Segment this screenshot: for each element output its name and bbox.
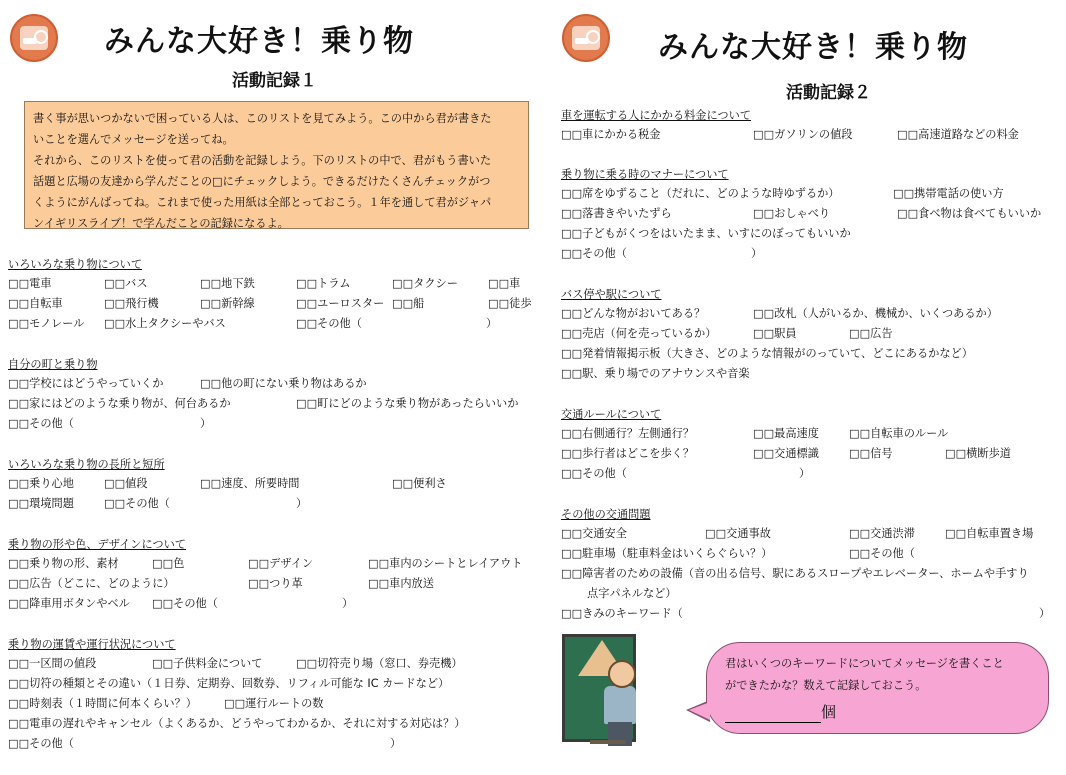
checklist-row (8, 574, 533, 594)
blank-close: ） (799, 467, 811, 480)
checklist-item[interactable]: □□乗り物の形、素材 (8, 557, 119, 570)
page-subtitle: 活動記録１ (232, 71, 317, 91)
checklist-item[interactable]: □□落書きやいたずら (561, 207, 672, 220)
blank-close: ） (1039, 607, 1051, 620)
checklist-item[interactable]: □□自転車置き場 (945, 527, 1034, 540)
count-unit: 個 (821, 703, 837, 721)
checklist-item[interactable]: □□障害者のための設備（音の出る信号、駅にあるスロープやエレベーター、ホームや手すり (561, 567, 1029, 580)
checklist-row (8, 594, 533, 614)
checklist-item[interactable]: □□携帯電話の使い方 (893, 187, 1004, 200)
checklist-item[interactable]: □□環境問題 (8, 497, 74, 510)
blank-close: ） (486, 317, 498, 330)
checklist-row (561, 344, 1066, 364)
checklist-item[interactable]: □□交通標識 (753, 447, 819, 460)
section-heading: 乗り物の形や色、デザインについて (8, 538, 186, 551)
checklist-row (561, 304, 1066, 324)
checklist-item[interactable]: □□広告 (849, 327, 893, 340)
checklist-item-continued: 点字パネルなど） (587, 587, 677, 600)
speech-bubble (706, 642, 1049, 734)
checklist-item[interactable]: □□モノレール (8, 317, 85, 330)
checklist-item[interactable]: □□一区間の値段 (8, 657, 97, 670)
checklist-row (561, 544, 1066, 564)
checklist-item[interactable]: □□電車 (8, 277, 52, 290)
blank-close: ） (296, 497, 308, 510)
checklist-item[interactable]: □□交通安全 (561, 527, 627, 540)
checklist-item[interactable]: □□他の町にない乗り物はあるか (200, 377, 367, 390)
section-fares (8, 636, 533, 754)
checklist-item[interactable]: □□速度、所要時間 (200, 477, 300, 490)
intro-line: いことを選んでメッセージを送ってね。 (33, 133, 234, 146)
section-heading: 乗り物に乗る時のマナーについて (561, 168, 729, 181)
checklist-item[interactable]: □□その他（ (561, 247, 627, 260)
section-heading: 交通ルールについて (561, 408, 662, 421)
checklist-item[interactable]: □□おしゃべり (753, 207, 831, 220)
section-heading: バス停や駅について (561, 288, 662, 301)
checklist-item[interactable]: □□自転車のルール (849, 427, 949, 440)
checklist-row (8, 374, 533, 394)
bubble-line: ができたかな？数えて記録しておこう。 (725, 679, 927, 692)
intro-line: 話題と広場の友達から学んだことの□にチェックしよう。できるだけたくさんチェックがつ (33, 175, 491, 188)
checklist-row (561, 324, 1066, 344)
section-design (8, 536, 533, 614)
checklist-row (8, 314, 533, 334)
checklist-row (8, 654, 533, 674)
checklist-item[interactable]: □□その他（ (8, 417, 74, 430)
section-traffic-rules (561, 406, 1066, 484)
checklist-item[interactable]: □□駐車場（駐車料金はいくらぐらい？） (561, 547, 773, 560)
checklist-item[interactable]: □□地下鉄 (200, 277, 255, 290)
board-stand (590, 740, 626, 744)
checklist-item[interactable]: □□信号 (849, 447, 893, 460)
checklist-row (8, 294, 533, 314)
checklist-row (561, 244, 1066, 264)
checklist-row (561, 204, 1066, 224)
section-heading: 自分の町と乗り物 (8, 358, 98, 371)
checklist-item[interactable]: □□運行ルートの数 (224, 697, 324, 710)
checklist-item[interactable]: □□バス (104, 277, 148, 290)
checklist-item[interactable]: □□改札（人がいるか、機械か、いくつあるか） (753, 307, 998, 320)
checklist-item[interactable]: □□どんな物がおいてある？ (561, 307, 706, 320)
intro-box (24, 101, 529, 229)
section-heading: いろいろな乗り物の長所と短所 (8, 458, 165, 471)
checklist-item[interactable]: □□席をゆずること（だれに、どのような時ゆずるか） (561, 187, 840, 200)
checklist-item[interactable]: □□食べ物は食べてもいいか (897, 207, 1042, 220)
checklist-item[interactable]: □□横断歩道 (945, 447, 1011, 460)
checklist-item[interactable]: □□その他（ (104, 497, 170, 510)
checklist-item[interactable]: □□車内放送 (368, 577, 434, 590)
section-vehicles (8, 256, 533, 334)
checklist-item[interactable]: □□車にかかる税金 (561, 128, 661, 141)
checklist-item[interactable]: □□駅員 (753, 327, 797, 340)
checklist-item[interactable]: □□交通事故 (705, 527, 771, 540)
checklist-item[interactable]: □□降車用ボタンやベル (8, 597, 130, 610)
checklist-item[interactable]: □□切符売り場（窓口、券売機） (296, 657, 463, 670)
intro-line: それから、このリストを使って君の活動を記録しよう。下のリストの中で、君がもう書いた (33, 154, 492, 167)
section-heading: いろいろな乗り物について (8, 258, 143, 271)
section-driver-costs (561, 107, 1066, 145)
checklist-item[interactable]: □□自転車 (8, 297, 63, 310)
checklist-item[interactable]: □□乗り心地 (8, 477, 74, 490)
page-title: みんな大好き！乗り物 (104, 24, 414, 59)
checklist-item[interactable]: □□便利さ (392, 477, 447, 490)
checklist-item[interactable]: □□車内のシートとレイアウト (368, 557, 523, 570)
checklist-item[interactable]: □□子供料金について (152, 657, 263, 670)
count-blank[interactable] (725, 707, 821, 723)
checklist-row (8, 474, 533, 494)
checklist-row (561, 125, 1066, 145)
checklist-item[interactable]: □□値段 (104, 477, 148, 490)
checklist-row (561, 604, 1066, 624)
section-my-town (8, 356, 533, 434)
intro-line: 書く事が思いつかないで困っている人は、このリストを見てみよう。この中から君が書きた (33, 112, 492, 125)
checklist-item[interactable]: □□新幹線 (200, 297, 255, 310)
checklist-item[interactable]: □□その他（ (296, 317, 362, 330)
checklist-row (8, 494, 533, 514)
checklist-row (8, 414, 533, 434)
section-pros-cons (8, 456, 533, 514)
checklist-item[interactable]: □□右側通行？左側通行？ (561, 427, 695, 440)
checklist-item[interactable]: □□その他（ (8, 737, 74, 750)
section-heading: 乗り物の運賃や運行状況について (8, 638, 176, 651)
section-heading: 車を運転する人にかかる料金について (561, 109, 751, 122)
checklist-row (8, 274, 533, 294)
checklist-row (8, 394, 533, 414)
transport-logo-icon (562, 14, 610, 62)
checklist-row (8, 554, 533, 574)
checklist-item[interactable]: □□切符の種類とその違い（１日券、定期券、回数券、リフィル可能な IC カードなど） (8, 677, 450, 690)
section-stations (561, 286, 1066, 384)
checklist-item[interactable]: □□町にどのような乗り物があったらいいか (296, 397, 519, 410)
checklist-item[interactable]: □□家にはどのような乗り物が、何台あるか (8, 397, 231, 410)
checklist-row (561, 524, 1066, 544)
checklist-row (8, 734, 533, 754)
checklist-item[interactable]: □□車 (488, 277, 521, 290)
checklist-row (561, 364, 1066, 384)
blank-close: ） (342, 597, 354, 610)
speech-bubble-tail-fill (689, 702, 710, 720)
blank-close: ） (200, 417, 212, 430)
intro-line: ンイギリスライブ！で学んだことの記録になるよ。 (33, 217, 289, 230)
checklist-item[interactable]: □□デザイン (248, 557, 314, 570)
checklist-row (561, 564, 1066, 584)
checklist-item[interactable]: □□学校にはどうやっていくか (8, 377, 164, 390)
blank-close: ） (751, 247, 763, 260)
checklist-item[interactable]: □□発着情報掲示板（大きさ、どのような情報がのっていて、どこにあるかなど） (561, 347, 973, 360)
checklist-item[interactable]: □□駅、乗り場でのアナウンスや音楽 (561, 367, 750, 380)
section-manners (561, 166, 1066, 264)
checklist-item[interactable]: □□子どもがくつをはいたまま、いすにのぼってもいいか (561, 227, 851, 240)
teacher-body (604, 686, 636, 724)
intro-line: くようにがんばってね。これまで使った用紙は全部とっておこう。１年を通して君がジャパ (33, 196, 492, 209)
page-title: みんな大好き！乗り物 (658, 30, 968, 65)
transport-logo-icon (10, 14, 58, 62)
checklist-item[interactable]: □□その他（ (849, 547, 915, 560)
section-heading: その他の交通問題 (561, 508, 651, 521)
checklist-row (8, 674, 533, 694)
checklist-item[interactable]: □□売店（何を売っているか） (561, 327, 717, 340)
checklist-item[interactable]: □□時刻表（１時間に何本くらい？） (8, 697, 197, 710)
checklist-item[interactable]: □□最高速度 (753, 427, 819, 440)
checklist-item[interactable]: □□飛行機 (104, 297, 159, 310)
checklist-item[interactable]: □□その他（ (561, 467, 627, 480)
checklist-item[interactable]: □□タクシー (392, 277, 458, 290)
teacher-icon (608, 660, 636, 688)
checklist-row (8, 694, 533, 714)
checklist-item[interactable]: □□トラム (296, 277, 351, 290)
checklist-item[interactable]: □□徒歩 (488, 297, 532, 310)
checklist-row (561, 584, 1066, 604)
checklist-item[interactable]: □□電車の遅れやキャンセル（よくあるか、どうやってわかるか、それに対する対応は？） (8, 717, 466, 730)
checklist-item[interactable]: □□ガソリンの値段 (753, 128, 853, 141)
page-subtitle: 活動記録２ (786, 83, 871, 103)
checklist-row (561, 224, 1066, 244)
checklist-item[interactable]: □□高速道路などの料金 (897, 128, 1019, 141)
checklist-row (561, 424, 1066, 444)
checklist-item[interactable]: □□色 (152, 557, 185, 570)
checklist-item[interactable]: □□つり革 (248, 577, 303, 590)
blank-close: ） (390, 737, 402, 750)
checklist-row (8, 714, 533, 734)
checklist-item[interactable]: □□水上タクシーやバス (104, 317, 226, 330)
bubble-line: 君はいくつのキーワードについてメッセージを書くこと (725, 657, 1004, 670)
checklist-item[interactable]: □□交通渋滞 (849, 527, 915, 540)
checklist-item[interactable]: □□歩行者はどこを歩く？ (561, 447, 695, 460)
section-other-issues (561, 506, 1066, 624)
checklist-item[interactable]: □□その他（ (152, 597, 218, 610)
checklist-item[interactable]: □□ユーロスター (296, 297, 385, 310)
checklist-row (561, 184, 1066, 204)
checklist-item[interactable]: □□広告（どこに、どのように） (8, 577, 175, 590)
checklist-item[interactable]: □□船 (392, 297, 425, 310)
keyword-count (725, 701, 1030, 723)
keyword-item[interactable]: □□きみのキーワード（ (561, 607, 683, 620)
checklist-row (561, 464, 1066, 484)
checklist-row (561, 444, 1066, 464)
